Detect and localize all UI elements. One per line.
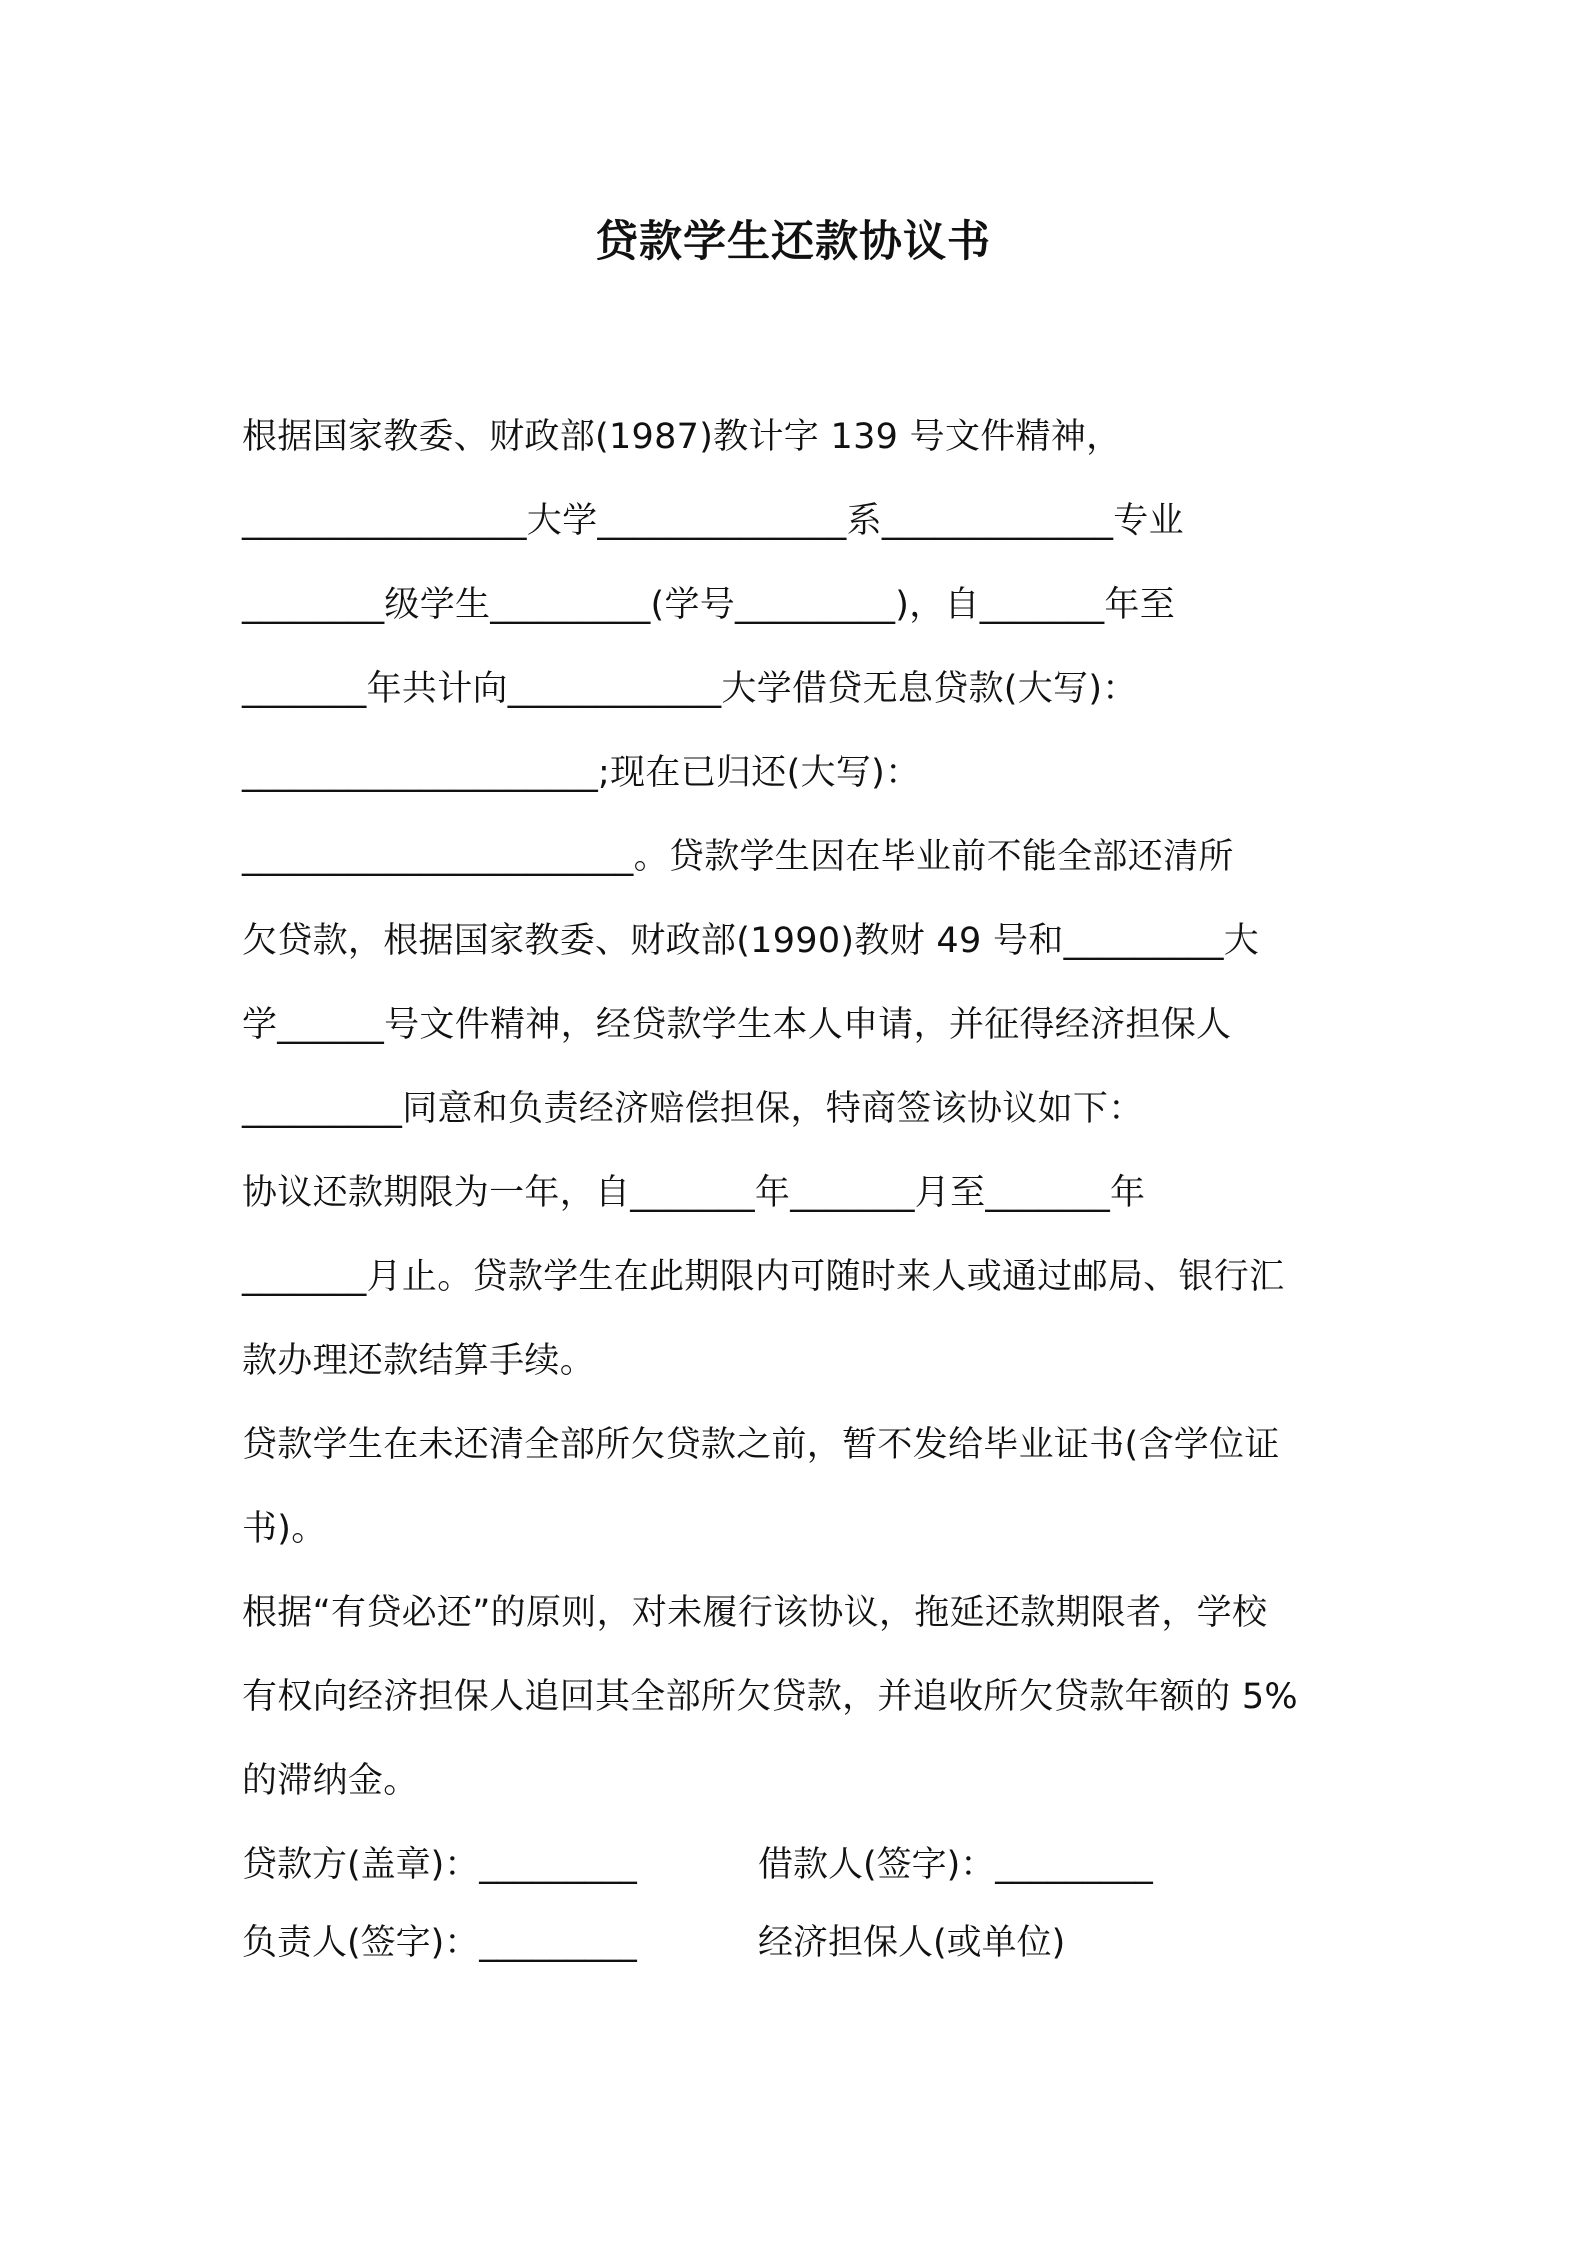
- document-title: 贷款学生还款协议书: [595, 217, 991, 267]
- body-line: 学______号文件精神，经贷款学生本人申请，并征得经济担保人: [242, 1005, 1232, 1045]
- body-line: ______________________。贷款学生因在毕业前不能全部还清所: [242, 837, 1234, 877]
- lender-signature-field: 贷款方(盖章)：_________: [242, 1845, 637, 1885]
- body-line: 贷款学生在未还清全部所欠贷款之前，暂不发给毕业证书(含学位证: [242, 1425, 1280, 1465]
- body-line: ________级学生_________(学号_________)，自_______年至: [242, 585, 1176, 625]
- body-line: 的滞纳金。: [242, 1761, 419, 1801]
- body-line: 欠贷款，根据国家教委、财政部(1990)教财 49 号和_________大: [242, 921, 1260, 961]
- body-line: ____________________;现在已归还(大写)：: [242, 753, 921, 793]
- body-line: 协议还款期限为一年，自_______年_______月至_______年: [242, 1173, 1146, 1213]
- body-line: 有权向经济担保人追回其全部所欠贷款，并追收所欠贷款年额的 5%: [242, 1677, 1298, 1717]
- body-line: _______年共计向____________大学借贷无息贷款(大写)：: [242, 669, 1138, 709]
- body-line: 书)。: [242, 1509, 327, 1549]
- body-line: 根据“有贷必还”的原则，对未履行该协议，拖延还款期限者，学校: [242, 1593, 1268, 1633]
- body-line: _________同意和负责经济赔偿担保，特商签该协议如下：: [242, 1089, 1144, 1129]
- body-line: 根据国家教委、财政部(1987)教计字 139 号文件精神，: [242, 417, 1122, 457]
- body-line: _______月止。贷款学生在此期限内可随时来人或通过邮局、银行汇: [242, 1257, 1285, 1297]
- borrower-signature-field: 借款人(签字)：_________: [758, 1845, 1153, 1885]
- responsible-signature-field: 负责人(签字)：_________: [242, 1923, 637, 1963]
- body-line: ________________大学______________系_____________专业: [242, 501, 1184, 541]
- body-line: 款办理还款结算手续。: [242, 1341, 596, 1381]
- guarantor-signature-field: 经济担保人(或单位): [758, 1923, 1066, 1963]
